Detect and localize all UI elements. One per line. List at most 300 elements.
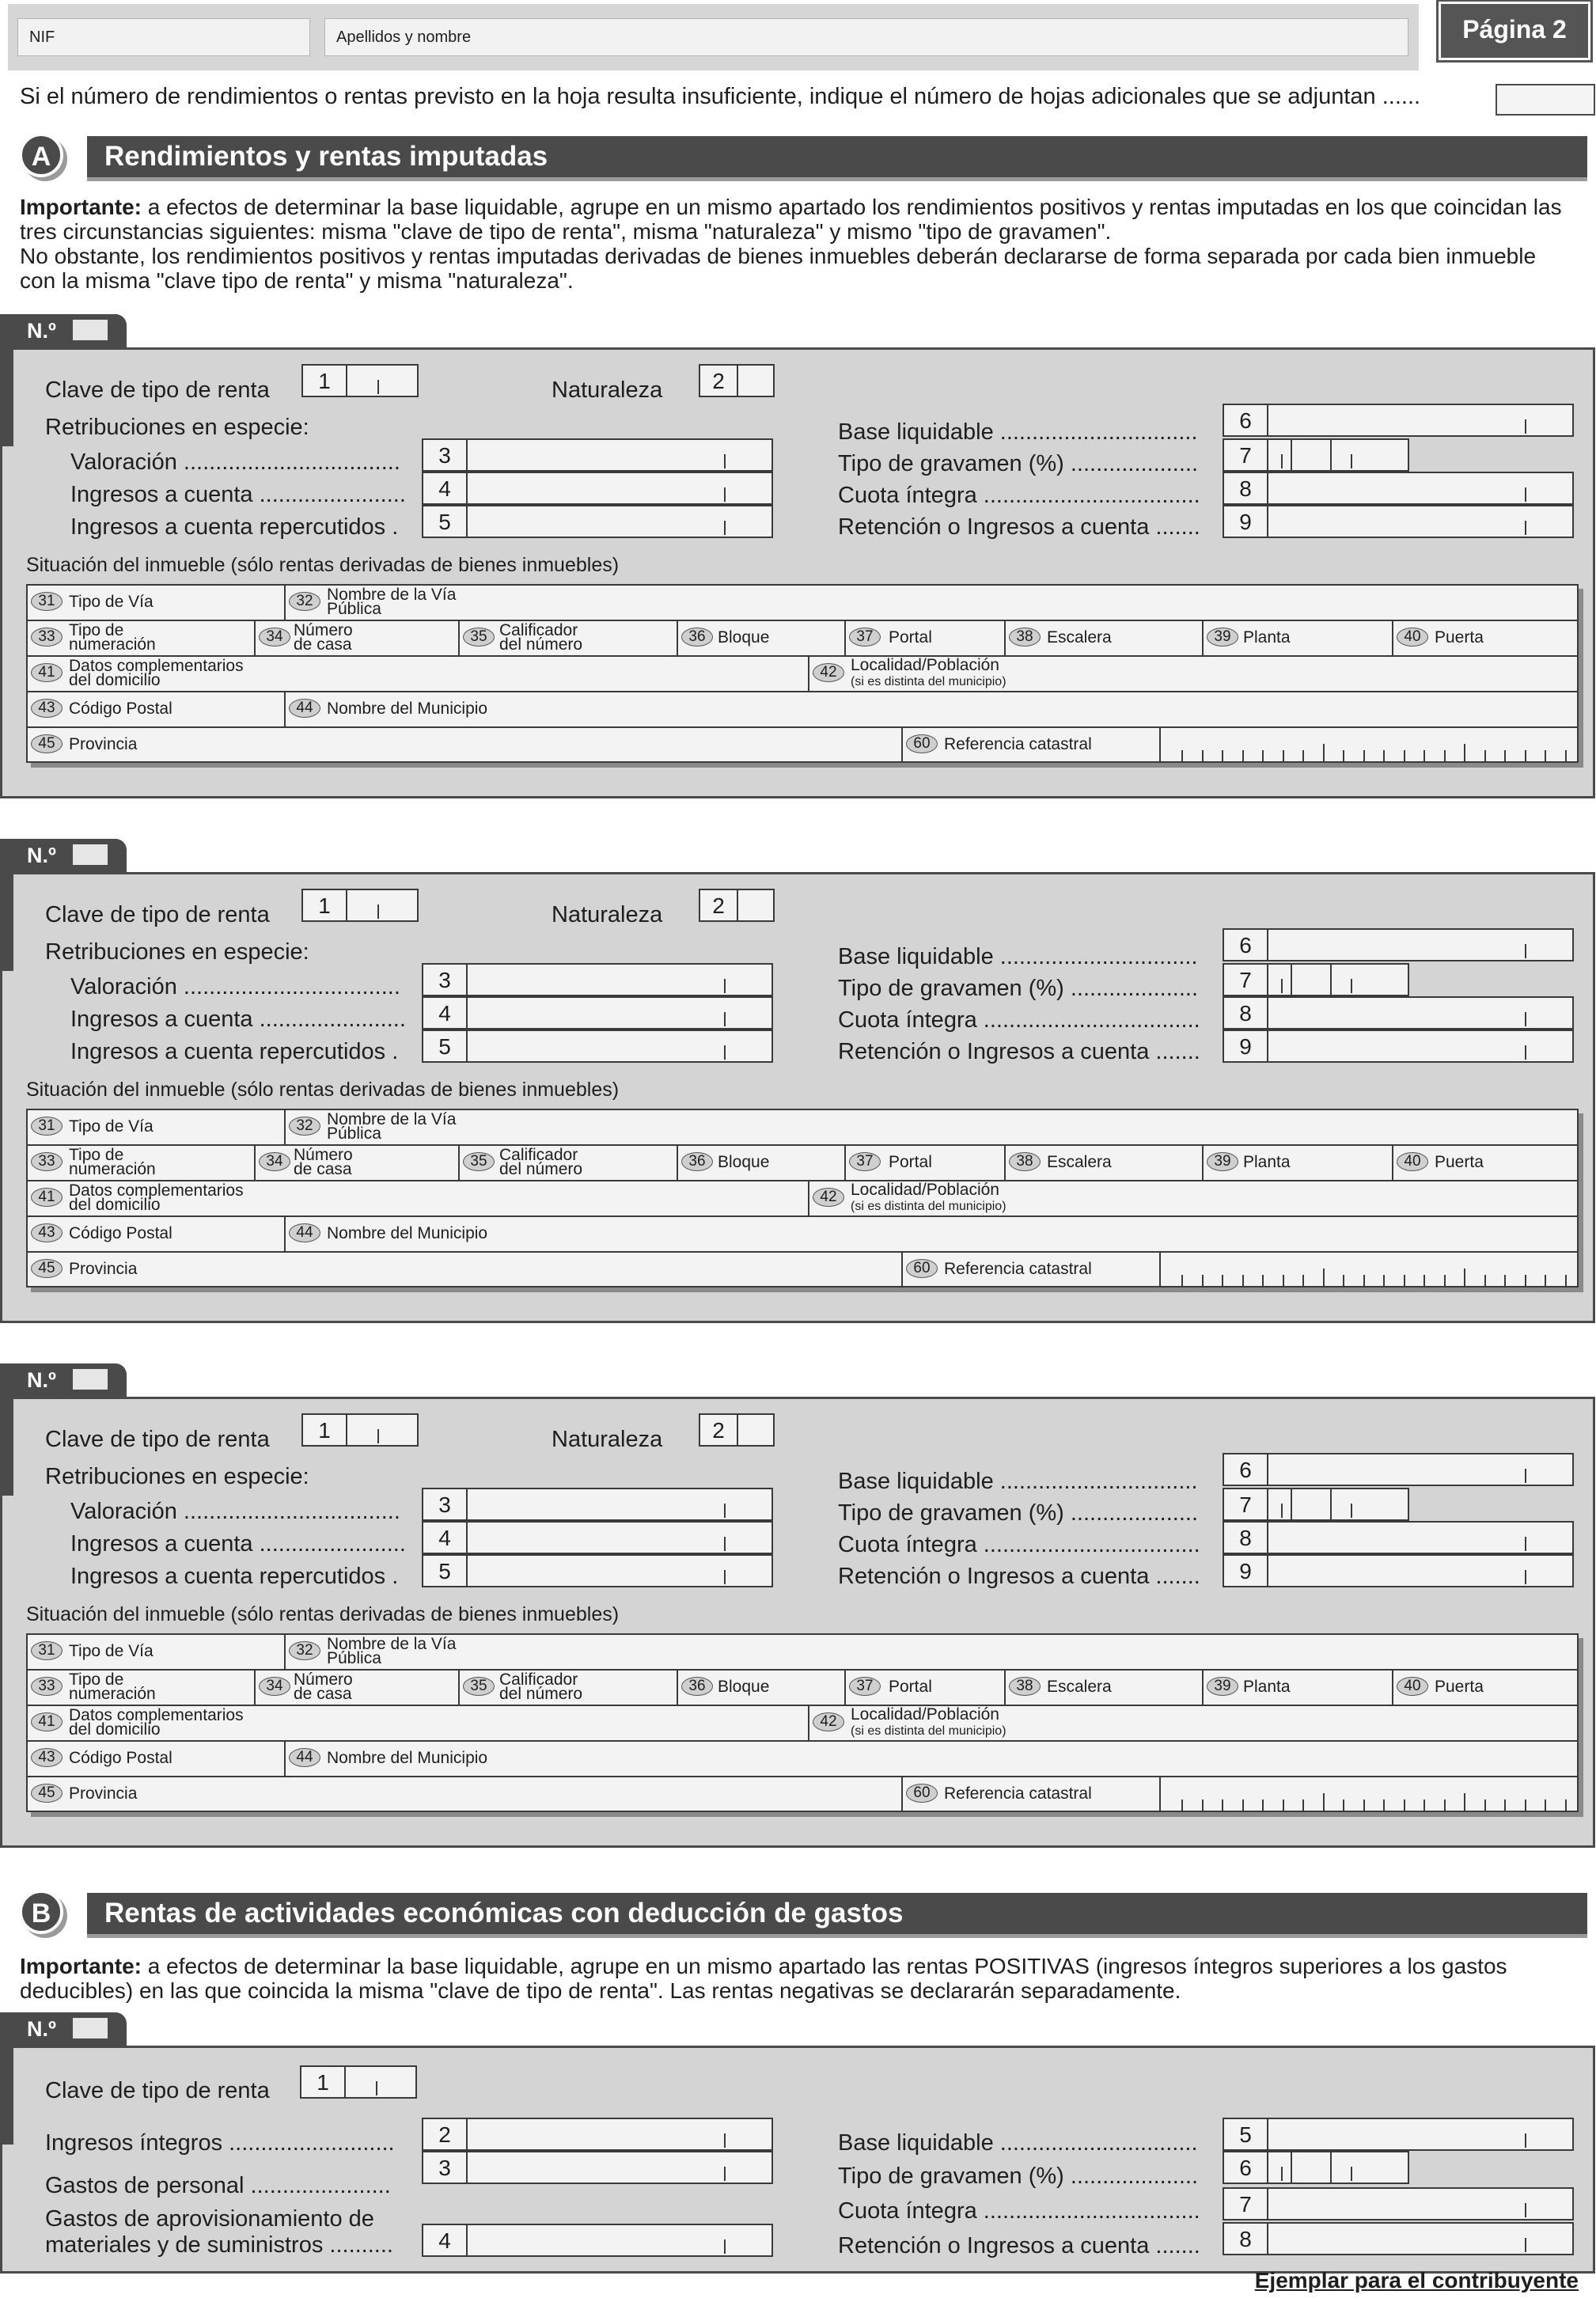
field-badge: 43: [31, 699, 63, 718]
clave-input[interactable]: [301, 1413, 419, 1447]
catastral-tick: [1181, 1275, 1183, 1286]
field-number: 9: [1224, 1031, 1268, 1061]
digit-tick: [1281, 979, 1283, 993]
repercutidos-label: Ingresos a cuenta repercutidos .: [70, 514, 399, 540]
tipo-via-field[interactable]: [28, 1110, 286, 1144]
page-number-badge: Página 2: [1439, 2, 1590, 60]
catastral-tick: [1283, 750, 1284, 761]
field-label: Tipo de: [69, 1146, 124, 1164]
catastral-tick: [1424, 1275, 1425, 1286]
activity-panel: [0, 2046, 1595, 2274]
catastral-tick: [1302, 1800, 1304, 1811]
numero-casa-field[interactable]: [256, 1146, 460, 1180]
base-input[interactable]: [1223, 2118, 1574, 2151]
additional-sheets-input[interactable]: [1496, 84, 1595, 116]
codigo-postal-field[interactable]: [28, 1217, 286, 1251]
ingresos-integros-input[interactable]: [422, 2118, 773, 2151]
catastral-tick: [1464, 744, 1465, 761]
field-label: de casa: [294, 1685, 352, 1703]
field-badge: 31: [31, 1641, 63, 1660]
datos-complementarios-field[interactable]: [28, 657, 809, 691]
cuota-input[interactable]: [1223, 2187, 1574, 2220]
catastral-tick: [1262, 750, 1264, 761]
field-badge: 39: [1207, 1152, 1238, 1171]
nombre-via-field[interactable]: [286, 1110, 1577, 1144]
catastral-tick: [1565, 1800, 1567, 1811]
field-label: del número: [499, 635, 583, 654]
puerta-field[interactable]: [1393, 621, 1577, 655]
valoracion-label: Valoración ..................................: [70, 974, 400, 999]
retencion-input[interactable]: [1223, 1554, 1574, 1587]
digit-tick: [1281, 1504, 1283, 1518]
tick-mark: [377, 904, 379, 919]
grid-row: [28, 621, 1577, 657]
decimal-tick: [724, 1045, 726, 1060]
cuota-label: Cuota íntegra ..................................: [838, 1532, 1200, 1557]
catastral-tick: [1202, 750, 1204, 761]
catastral-tick: [1504, 1800, 1506, 1811]
calificador-field[interactable]: [460, 1671, 678, 1705]
field-label: Pública: [327, 1649, 381, 1667]
field-number: 4: [423, 1523, 468, 1553]
localidad-field[interactable]: [809, 657, 1577, 691]
nombre-via-field[interactable]: [286, 1635, 1577, 1669]
field-number: 1: [301, 2067, 346, 2097]
tipo-input[interactable]: [1223, 963, 1409, 996]
important-label: Importante:: [20, 1954, 142, 1978]
catastral-tick: [1444, 1275, 1446, 1286]
field-label: del número: [499, 1685, 583, 1703]
retencion-label: Retención o Ingresos a cuenta .......: [838, 2233, 1200, 2258]
field-label: Número: [294, 621, 353, 639]
income-block: [0, 1363, 1596, 1848]
field-label: Nombre de la Vía: [327, 1110, 457, 1128]
datos-complementarios-field[interactable]: [28, 1181, 809, 1215]
field-badge: 35: [463, 628, 495, 647]
provincia-field[interactable]: [28, 1777, 903, 1812]
field-badge: 33: [31, 628, 63, 647]
portal-field[interactable]: [846, 621, 1006, 655]
field-number: 2: [700, 890, 738, 920]
digit-segment: [1268, 440, 1292, 470]
catastral-tick: [1444, 750, 1446, 761]
referencia-catastral-input[interactable]: [1161, 1253, 1577, 1288]
referencia-catastral-label-cell: [903, 1777, 1161, 1812]
gastos-personal-input[interactable]: [422, 2151, 773, 2184]
decimal-tick: [724, 487, 726, 502]
decimal-tick: [1525, 419, 1526, 434]
valoracion-input[interactable]: [422, 1488, 773, 1521]
numero-casa-field[interactable]: [256, 621, 460, 655]
tipo-via-field[interactable]: [28, 1635, 286, 1669]
bloque-field[interactable]: [678, 621, 846, 655]
bloque-field[interactable]: [678, 1146, 846, 1180]
field-label: Puerta: [1435, 628, 1484, 647]
cuota-input[interactable]: [1223, 996, 1574, 1030]
clave-label: Clave de tipo de renta: [45, 902, 270, 927]
naturaleza-label: Naturaleza: [552, 902, 663, 927]
retribuciones-label: Retribuciones en especie:: [45, 939, 309, 965]
grid-row: [28, 1706, 1577, 1742]
tipo-numeracion-field[interactable]: [28, 1671, 256, 1705]
catastral-tick: [1525, 1800, 1526, 1811]
clave-input[interactable]: [300, 2065, 417, 2099]
catastral-tick: [1565, 1275, 1567, 1286]
grid-row: [28, 1110, 1577, 1146]
field-label: Bloque: [718, 628, 770, 647]
field-label: numeración: [69, 1685, 156, 1703]
catastral-tick: [1323, 1269, 1325, 1286]
base-input[interactable]: [1223, 1453, 1574, 1486]
puerta-field[interactable]: [1393, 1146, 1577, 1180]
ingresos-integros-label: Ingresos íntegros ..........................: [45, 2130, 395, 2156]
referencia-catastral-label-cell: [903, 1253, 1161, 1288]
field-label: Número: [294, 1146, 353, 1164]
escalera-field[interactable]: [1006, 1146, 1204, 1180]
decimal-tick: [1525, 2203, 1526, 2217]
decimal-tick: [1525, 521, 1526, 535]
digit-tick: [1281, 2167, 1283, 2181]
catastral-tick: [1484, 1275, 1486, 1286]
field-number: 7: [1224, 440, 1268, 470]
field-label: Nombre de la Vía: [327, 1635, 457, 1653]
field-badge: 36: [681, 628, 713, 647]
digit-segment: [1292, 965, 1332, 995]
field-label: Escalera: [1047, 1678, 1112, 1696]
grid-row: [28, 1253, 1577, 1288]
valoracion-input[interactable]: [422, 438, 773, 472]
referencia-catastral-input[interactable]: [1161, 1777, 1577, 1812]
field-badge: 40: [1397, 1152, 1428, 1171]
numero-casa-field[interactable]: [256, 1671, 460, 1705]
tipo-numeracion-field[interactable]: [28, 621, 256, 655]
ingresos-input[interactable]: [422, 1521, 773, 1554]
repercutidos-label: Ingresos a cuenta repercutidos .: [70, 1564, 399, 1589]
field-badge: 42: [813, 663, 844, 682]
catastral-tick: [1444, 1800, 1446, 1811]
digit-tick: [1351, 454, 1352, 468]
decimal-tick: [1525, 2238, 1526, 2252]
field-label: Referencia catastral: [944, 1260, 1092, 1278]
catastral-tick: [1222, 1800, 1223, 1811]
field-label: Puerta: [1435, 1153, 1484, 1171]
section-a-important: [20, 195, 1575, 293]
puerta-field[interactable]: [1393, 1671, 1577, 1705]
grid-row: [28, 692, 1577, 728]
field-badge: 44: [289, 1748, 320, 1767]
tipo-input[interactable]: [1223, 2151, 1409, 2184]
cuota-input[interactable]: [1223, 472, 1574, 505]
field-number: 6: [1224, 1454, 1268, 1485]
municipio-field[interactable]: [286, 1742, 1577, 1776]
field-badge: 33: [31, 1152, 63, 1171]
planta-field[interactable]: [1204, 621, 1393, 655]
grid-row: [28, 1217, 1577, 1253]
entry-number-input[interactable]: [73, 2018, 108, 2038]
catastral-tick: [1545, 1275, 1546, 1286]
calificador-field[interactable]: [460, 621, 678, 655]
income-panel: [0, 347, 1595, 798]
panel-accent: [2, 2048, 13, 2145]
field-label: Puerta: [1435, 1678, 1484, 1696]
field-badge: 41: [31, 1712, 63, 1731]
field-badge: 45: [31, 1259, 63, 1278]
catastral-tick: [1525, 1275, 1526, 1286]
catastral-tick: [1383, 750, 1385, 761]
naturaleza-input[interactable]: [699, 889, 775, 922]
field-badge: 60: [906, 1784, 938, 1803]
naturaleza-label: Naturaleza: [552, 377, 663, 403]
catastral-tick: [1302, 1275, 1304, 1286]
field-label: Datos complementarios: [69, 657, 244, 675]
entry-number-tab: [0, 839, 127, 874]
catastral-tick: [1363, 1275, 1365, 1286]
field-number: 1: [303, 890, 347, 920]
field-badge: 33: [31, 1677, 63, 1696]
panel-accent: [2, 350, 13, 446]
field-badge: 32: [289, 1117, 320, 1136]
planta-field[interactable]: [1204, 1146, 1393, 1180]
field-badge: 45: [31, 734, 63, 753]
codigo-postal-field[interactable]: [28, 692, 286, 726]
retencion-label: Retención o Ingresos a cuenta .......: [838, 1564, 1200, 1589]
planta-field[interactable]: [1204, 1671, 1393, 1705]
field-label: Provincia: [69, 1784, 138, 1803]
catastral-tick: [1222, 750, 1223, 761]
portal-field[interactable]: [846, 1671, 1006, 1705]
municipio-field[interactable]: [286, 1217, 1577, 1251]
field-label: Tipo de Vía: [69, 1117, 154, 1136]
field-number: 9: [1224, 1556, 1268, 1586]
nombre-via-field[interactable]: [286, 586, 1577, 620]
catastral-tick: [1545, 1800, 1546, 1811]
field-label: Tipo de: [69, 621, 124, 639]
field-badge: 37: [849, 1152, 881, 1171]
calificador-field[interactable]: [460, 1146, 678, 1180]
tipo-label: Tipo de gravamen (%) ....................: [838, 1500, 1199, 1526]
digit-tick: [1281, 454, 1283, 468]
tipo-via-field[interactable]: [28, 586, 286, 620]
repercutidos-input[interactable]: [422, 1554, 773, 1587]
situacion-label: Situación del inmueble (sólo rentas derivadas de bienes inmuebles): [26, 1079, 620, 1101]
field-number: 7: [1224, 2189, 1268, 2219]
codigo-postal-field[interactable]: [28, 1742, 286, 1776]
naturaleza-input[interactable]: [699, 1413, 775, 1447]
valoracion-input[interactable]: [422, 963, 773, 996]
catastral-tick: [1363, 750, 1365, 761]
field-badge: 37: [849, 1677, 881, 1696]
escalera-field[interactable]: [1006, 621, 1204, 655]
field-label: Calificador: [499, 1146, 578, 1164]
decimal-tick: [1525, 2133, 1526, 2148]
field-label: Datos complementarios: [69, 1181, 244, 1200]
decimal-tick: [724, 1537, 726, 1551]
tick-mark: [377, 380, 379, 394]
nif-label: NIF: [29, 28, 55, 46]
retribuciones-label: Retribuciones en especie:: [45, 1464, 309, 1489]
catastral-tick: [1464, 1793, 1465, 1811]
grid-row: [28, 1777, 1577, 1812]
field-label: Pública: [327, 600, 381, 618]
field-badge: 60: [906, 1259, 938, 1278]
field-note: (si es distinta del municipio): [851, 1724, 1007, 1738]
field-label: Código Postal: [69, 1224, 172, 1242]
naturaleza-input[interactable]: [699, 364, 775, 397]
catastral-tick: [1565, 750, 1567, 761]
provincia-field[interactable]: [28, 1253, 903, 1288]
field-badge: 38: [1009, 1677, 1041, 1696]
digit-segment: [1268, 1489, 1292, 1519]
nif-field[interactable]: [17, 18, 310, 56]
ingresos-label: Ingresos a cuenta .......................: [70, 1531, 406, 1557]
catastral-tick: [1404, 1800, 1405, 1811]
provincia-field[interactable]: [28, 728, 903, 763]
grid-row: [28, 1635, 1577, 1671]
catastral-tick: [1525, 750, 1526, 761]
field-number: 6: [1224, 2152, 1268, 2183]
field-label: Bloque: [718, 1678, 770, 1696]
repercutidos-input[interactable]: [422, 1030, 773, 1063]
localidad-field[interactable]: [809, 1706, 1577, 1740]
field-badge: 36: [681, 1152, 713, 1171]
ingresos-input[interactable]: [422, 472, 773, 505]
repercutidos-input[interactable]: [422, 505, 773, 538]
catastral-tick: [1504, 1275, 1506, 1286]
situacion-label: Situación del inmueble (sólo rentas derivadas de bienes inmuebles): [26, 554, 620, 576]
section-b-important: [20, 1954, 1575, 2003]
portal-field[interactable]: [846, 1146, 1006, 1180]
catastral-tick: [1242, 1275, 1244, 1286]
repercutidos-label: Ingresos a cuenta repercutidos .: [70, 1039, 399, 1064]
situacion-label: Situación del inmueble (sólo rentas derivadas de bienes inmuebles): [26, 1603, 620, 1625]
field-number: 3: [423, 1489, 468, 1519]
field-label: Provincia: [69, 1260, 138, 1278]
tipo-numeracion-field[interactable]: [28, 1146, 256, 1180]
field-number: 5: [1224, 2119, 1268, 2149]
income-panel: [0, 872, 1595, 1323]
entry-number-tab: [0, 2012, 127, 2047]
ingresos-input[interactable]: [422, 996, 773, 1030]
entry-number-label: N.º: [27, 1368, 56, 1392]
catastral-tick: [1262, 1275, 1264, 1286]
clave-label: Clave de tipo de renta: [45, 2078, 270, 2103]
escalera-field[interactable]: [1006, 1671, 1204, 1705]
field-number: 8: [1224, 2224, 1268, 2254]
field-label: Portal: [889, 628, 932, 647]
base-input[interactable]: [1223, 928, 1574, 961]
field-label: Calificador: [499, 621, 578, 639]
field-label: Escalera: [1047, 628, 1112, 647]
ingresos-label: Ingresos a cuenta .......................: [70, 482, 406, 507]
catastral-tick: [1343, 1275, 1344, 1286]
clave-label: Clave de tipo de renta: [45, 377, 270, 403]
decimal-tick: [1525, 1537, 1526, 1551]
decimal-tick: [724, 1570, 726, 1584]
catastral-tick: [1343, 750, 1344, 761]
decimal-tick: [724, 2133, 726, 2148]
cuota-input[interactable]: [1223, 1521, 1574, 1554]
datos-complementarios-field[interactable]: [28, 1706, 809, 1740]
field-number: 3: [423, 2152, 468, 2183]
localidad-field[interactable]: [809, 1181, 1577, 1215]
base-label: Base liquidable ...............................: [838, 1469, 1198, 1494]
aprov-line-2: materiales y de suministros ..........: [45, 2232, 393, 2258]
catastral-tick: [1464, 1269, 1465, 1286]
panel-accent: [2, 874, 13, 971]
decimal-tick: [1525, 1045, 1526, 1060]
retencion-input[interactable]: [1223, 2222, 1574, 2255]
footer-copy-label: Ejemplar para el contribuyente: [1254, 2268, 1579, 2293]
retribuciones-label: Retribuciones en especie:: [45, 415, 309, 440]
grid-row: [28, 1671, 1577, 1706]
field-label: del domicilio: [69, 671, 161, 689]
field-number: 2: [423, 2119, 468, 2149]
grid-row: [28, 657, 1577, 692]
entry-number-input[interactable]: [73, 320, 108, 340]
retencion-input[interactable]: [1223, 505, 1574, 538]
field-label: Nombre del Municipio: [327, 1749, 488, 1767]
municipio-field[interactable]: [286, 692, 1577, 726]
field-label: del número: [499, 1160, 583, 1178]
tipo-label: Tipo de gravamen (%) ....................: [838, 2164, 1199, 2189]
entry-number-tab: [0, 314, 127, 349]
clave-input[interactable]: [301, 364, 419, 397]
field-number: 2: [700, 366, 738, 396]
catastral-tick: [1242, 1800, 1244, 1811]
decimal-tick: [724, 1504, 726, 1518]
entry-number-label: N.º: [27, 844, 56, 867]
digit-tick: [1351, 979, 1352, 993]
cuota-label: Cuota íntegra ..................................: [838, 1007, 1200, 1033]
catastral-tick: [1323, 1793, 1325, 1811]
base-input[interactable]: [1223, 404, 1574, 437]
aprovisionamiento-input[interactable]: [422, 2224, 773, 2257]
bloque-field[interactable]: [678, 1671, 846, 1705]
field-number: 8: [1224, 1523, 1268, 1553]
field-label: Portal: [889, 1153, 932, 1171]
decimal-tick: [724, 521, 726, 535]
grid-row: [28, 1146, 1577, 1181]
entry-number-input[interactable]: [73, 1369, 108, 1390]
entry-number-input[interactable]: [73, 844, 108, 865]
retencion-label: Retención o Ingresos a cuenta .......: [838, 1039, 1200, 1064]
referencia-catastral-input[interactable]: [1161, 728, 1577, 763]
field-badge: 44: [289, 1223, 320, 1242]
field-label: Pública: [327, 1124, 381, 1143]
field-label: numeración: [69, 635, 156, 654]
field-badge: 42: [813, 1188, 844, 1207]
field-badge: 40: [1397, 1677, 1428, 1696]
field-number: 4: [423, 998, 468, 1028]
field-note: (si es distinta del municipio): [851, 675, 1007, 688]
field-number: 5: [423, 506, 468, 537]
retencion-input[interactable]: [1223, 1030, 1574, 1063]
tipo-input[interactable]: [1223, 438, 1409, 472]
field-badge: 38: [1009, 1152, 1041, 1171]
field-label: Nombre de la Vía: [327, 586, 457, 604]
tipo-input[interactable]: [1223, 1488, 1409, 1521]
field-badge: 41: [31, 1188, 63, 1207]
catastral-tick: [1262, 1800, 1264, 1811]
clave-input[interactable]: [301, 889, 419, 922]
referencia-catastral-label-cell: [903, 728, 1161, 763]
field-badge: 34: [259, 1152, 290, 1171]
field-label: Localidad/Población: [851, 656, 999, 674]
field-badge: 31: [31, 1117, 63, 1136]
field-label: Planta: [1243, 1153, 1291, 1171]
name-field[interactable]: [324, 18, 1408, 56]
digit-segment: [1268, 2152, 1292, 2183]
